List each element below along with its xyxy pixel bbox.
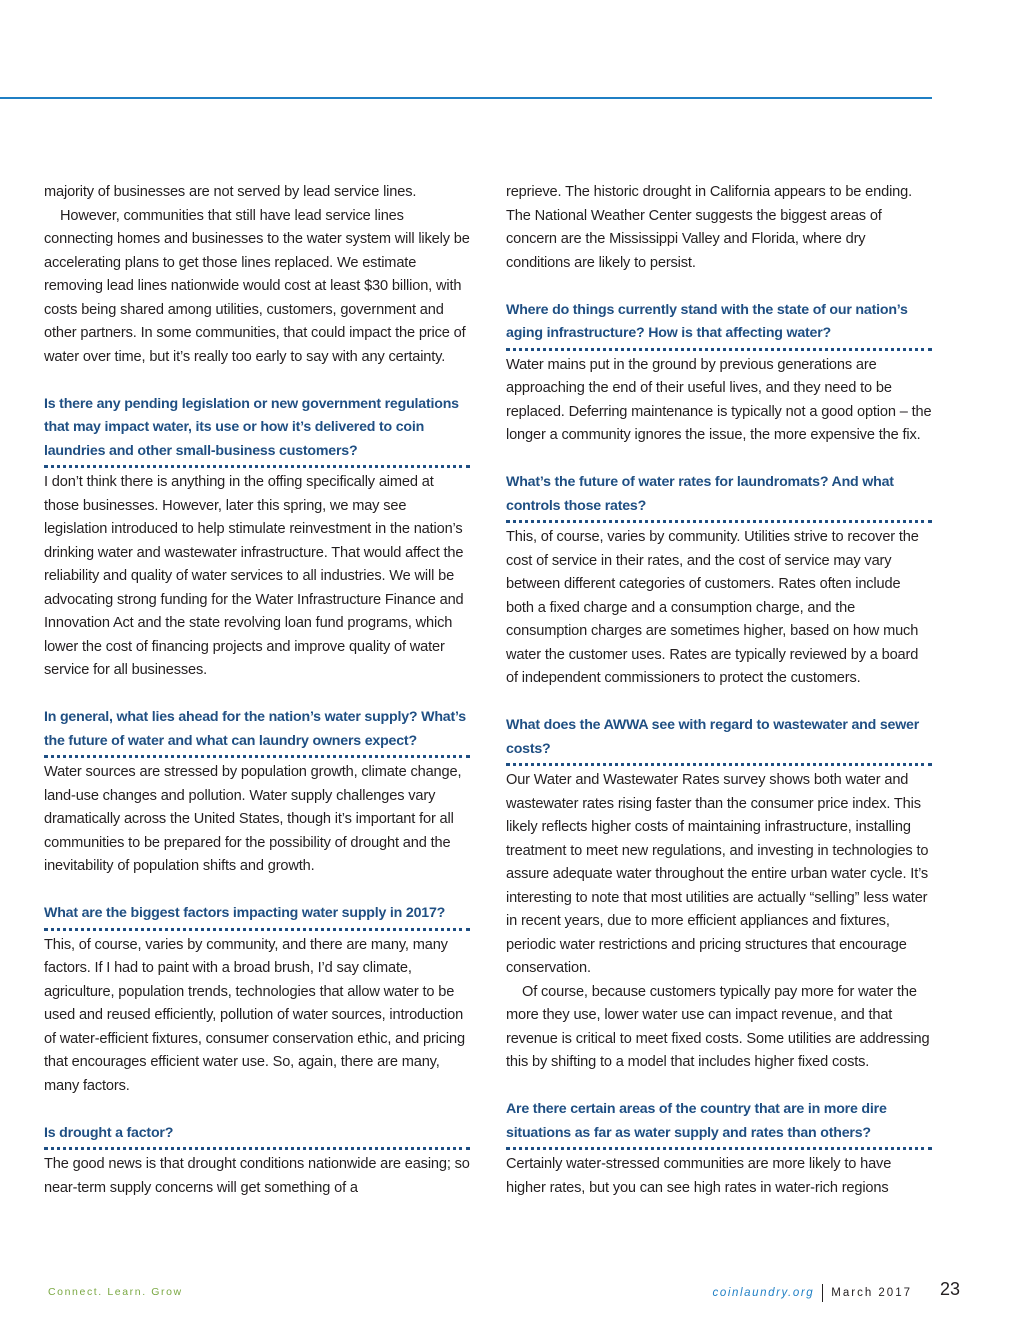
- dotted-divider: [44, 1147, 470, 1150]
- dotted-divider: [44, 465, 470, 468]
- footer-tagline: Connect. Learn. Grow: [48, 1286, 183, 1298]
- answer-paragraph: Water sources are stressed by population growth, climate change, land-use changes and pollution. Water supply challenges vary dramatically across the United States, though it’s important for all communities to be prepared for the possibility of drought and the inevitability of population shifts and growth.: [44, 764, 462, 874]
- footer-separator: [822, 1284, 823, 1302]
- footer-credit: [712, 1284, 912, 1302]
- question-heading: In general, what lies ahead for the nation’s water supply? What’s the future of water and what can laundry owners expect?: [44, 709, 466, 749]
- question-heading: What are the biggest factors impacting water supply in 2017?: [44, 905, 446, 921]
- left-column: [44, 181, 470, 1200]
- answer-paragraph: Certainly water-stressed communities are more likely to have higher rates, but you can see high rates in water-rich regions: [506, 1156, 892, 1196]
- answer-paragraph: Our Water and Wastewater Rates survey shows both water and wastewater rates rising faster than the consumer price index. This likely reflects higher costs of maintaining infrastructure, installing treatment to meet new regulations, and investing in technologies to assure adequate water throughout the entire urban water cycle. It’s interesting to note that most utilities are actually “selling” less water in recent years, due to more efficient appliances and fixtures, periodic water restrictions and pricing structures that encourage conservation.: [506, 772, 929, 976]
- page-number: 23: [940, 1279, 961, 1299]
- footer-site-link[interactable]: coinlaundry.org: [712, 1287, 815, 1299]
- dotted-divider: [44, 928, 470, 931]
- dotted-divider: [506, 348, 932, 351]
- dotted-divider: [44, 755, 470, 758]
- question-heading: Where do things currently stand with the state of our nation’s aging infrastructure? How is that affecting water?: [506, 301, 908, 341]
- spacer: [44, 1098, 470, 1122]
- body-paragraph: majority of businesses are not served by lead service lines.: [44, 184, 417, 200]
- answer-paragraph: Of course, because customers typically pay more for water the more they use, lower water use can impact revenue, and that revenue is critical to meet fixed costs. Some utilities are addressing this by shifting to a model that includes higher fixed costs.: [506, 983, 930, 1070]
- question-heading: What does the AWWA see with regard to wastewater and sewer costs?: [506, 717, 920, 757]
- spacer: [44, 369, 470, 393]
- body-paragraph: reprieve. The historic drought in California appears to be ending. The National Weather Center suggests the biggest areas of concern are the Mississippi Valley and Florida, where dry conditions are likely to persist.: [506, 184, 913, 271]
- spacer: [506, 1075, 932, 1099]
- question-heading: Is drought a factor?: [44, 1124, 174, 1141]
- answer-paragraph: The good news is that drought conditions nationwide are easing; so near-term supply concerns will get something of a: [44, 1156, 470, 1196]
- body-paragraph: However, communities that still have lead service lines connecting homes and businesses to the water system will likely be accelerating plans to get those lines replaced. We estimate removing lead lines nationwide would cost at least $30 billion, with costs being shared among utilities, customers, government and other partners. In some communities, that could impact the price of water over time, but it’s really too early to say with any certainty.: [44, 207, 470, 365]
- answer-paragraph: I don’t think there is anything in the offing specifically aimed at those businesses. However, later this spring, we may see legislation introduced to help stimulate reinvestment in the nation’s drinking water and wastewater infrastructure. That would affect the reliability and quality of water services to all industries. We will be advocating strong funding for the Water Infrastructure Finance and Innovation Act and the state revolving loan fund programs, which lower the cost of financing projects and improve quality of water service for all businesses.: [44, 474, 464, 678]
- answer-paragraph: This, of course, varies by community, and there are many, many factors. If I had to paint with a broad brush, I’d say climate, agriculture, population trends, technologies that allow water to be used and reused efficiently, pollution of water sources, introduction of water-efficient fixtures, consumer conservation ethic, and pricing that encourages efficient water use. So, again, there are many, many factors.: [44, 936, 465, 1094]
- footer-issue-date: March 2017: [831, 1287, 912, 1299]
- dotted-divider: [506, 1147, 932, 1150]
- header-rule: [0, 97, 932, 99]
- answer-paragraph: This, of course, varies by community. Utilities strive to recover the cost of service in their rates, and the cost of service may vary between different categories of customers. Rates often include both a fixed charge and a consumption charge, and the consumption charges are sometimes higher, based on how much water the customer uses. Rates are typically reviewed by a board of independent commissioners to protect the customers.: [506, 529, 919, 686]
- question-heading: Are there certain areas of the country that are in more dire situations as far as water supply and rates than others?: [506, 1101, 887, 1141]
- spacer: [506, 275, 932, 299]
- dotted-divider: [506, 763, 932, 766]
- dotted-divider: [506, 520, 932, 523]
- right-column: [506, 181, 932, 1200]
- answer-paragraph: Water mains put in the ground by previous generations are approaching the end of their useful lives, and they need to be replaced. Deferring maintenance is typically not a good option – the longer a community ignores the issue, the more expensive the fix.: [506, 356, 932, 443]
- spacer: [506, 448, 932, 472]
- spacer: [44, 879, 470, 903]
- question-heading: Is there any pending legislation or new government regulations that may impact water, its use or how it’s delivered to coin laundries and other small-business customers?: [44, 395, 459, 459]
- question-heading: What’s the future of water rates for laundromats? And what controls those rates?: [506, 474, 894, 514]
- spacer: [44, 683, 470, 707]
- spacer: [506, 691, 932, 715]
